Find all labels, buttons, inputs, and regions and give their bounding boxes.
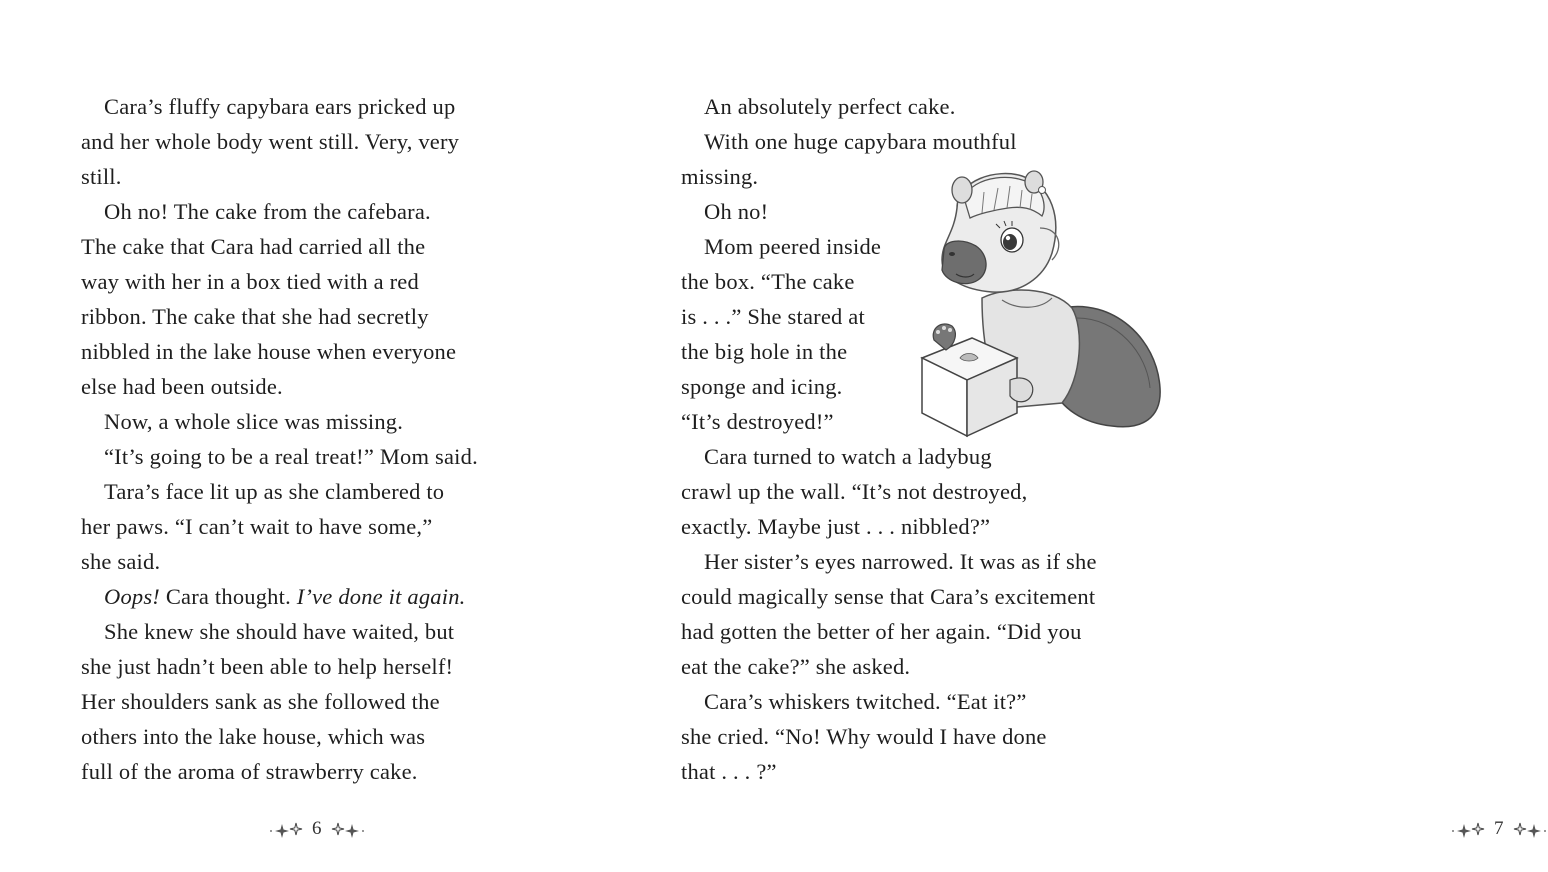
text-line: Cara’s whiskers twitched. “Eat it?” — [704, 689, 1027, 714]
text-line: Her sister’s eyes narrowed. It was as if she — [704, 549, 1097, 574]
text-line: way with her in a box tied with a red — [81, 269, 419, 294]
text-line: missing. — [681, 164, 759, 189]
text-line: She knew she should have waited, but — [104, 619, 455, 644]
text-line: Tara’s face lit up as she clambered to — [104, 479, 445, 504]
text-line: had gotten the better of her again. “Did you — [681, 619, 1082, 644]
left-page — [0, 0, 600, 872]
sparkle-ornament-icon — [1510, 822, 1548, 836]
sparkle-ornament-icon — [1450, 822, 1488, 836]
text-line: she just hadn’t been able to help herself! — [81, 654, 454, 679]
text-line: Cara turned to watch a ladybug — [704, 444, 992, 469]
sparkle-ornament-icon — [328, 822, 366, 836]
text-line: ribbon. The cake that she had secretly — [81, 304, 429, 329]
text-line: the big hole in the — [681, 339, 848, 364]
text-line: that . . . ?” — [681, 759, 777, 784]
text-line: and her whole body went still. Very, very — [81, 129, 460, 154]
text-line: is . . .” She stared at — [681, 304, 865, 329]
text-line: the box. “The cake — [681, 269, 855, 294]
text-line: eat the cake?” she asked. — [681, 654, 911, 679]
text-line: Mom peered inside — [704, 234, 882, 259]
text-line: “It’s going to be a real treat!” Mom said. — [104, 444, 478, 469]
text-line: The cake that Cara had carried all the — [81, 234, 426, 259]
text-line: she cried. “No! Why would I have done — [681, 724, 1047, 749]
text-line: Oh no! The cake from the cafebara. — [104, 199, 431, 224]
page-number: 7 — [1494, 818, 1504, 839]
italic-text: I’ve done it again. — [296, 584, 466, 609]
text-run: Cara thought. — [160, 584, 297, 609]
text-line: still. — [81, 164, 122, 189]
text-line: Oh no! — [704, 199, 769, 224]
text-line: others into the lake house, which was — [81, 724, 426, 749]
text-line: else had been outside. — [81, 374, 283, 399]
text-line: her paws. “I can’t wait to have some,” — [81, 514, 433, 539]
text-line: Cara’s fluffy capybara ears pricked up — [104, 94, 456, 119]
text-line: crawl up the wall. “It’s not destroyed, — [681, 479, 1028, 504]
text-line: With one huge capybara mouthful — [704, 129, 1017, 154]
text-line: nibbled in the lake house when everyone — [81, 339, 457, 364]
sparkle-ornament-icon — [268, 822, 306, 836]
text-line: An absolutely perfect cake. — [704, 94, 956, 119]
text-line: she said. — [81, 549, 161, 574]
text-line: “It’s destroyed!” — [681, 409, 834, 434]
text-line: Her shoulders sank as she followed the — [81, 689, 440, 714]
text-line: exactly. Maybe just . . . nibbled?” — [681, 514, 991, 539]
page-number-footer — [268, 815, 366, 843]
text-line: sponge and icing. — [681, 374, 843, 399]
italic-text: Oops! — [104, 584, 160, 609]
capybara-holding-cake-box-illustration — [912, 168, 1162, 438]
page-number: 6 — [312, 818, 322, 839]
text-line: full of the aroma of strawberry cake. — [81, 759, 418, 784]
text-line: could magically sense that Cara’s excitement — [681, 584, 1096, 609]
text-line: Now, a whole slice was missing. — [104, 409, 404, 434]
page-number-footer — [1450, 815, 1548, 843]
text-line — [104, 579, 465, 614]
